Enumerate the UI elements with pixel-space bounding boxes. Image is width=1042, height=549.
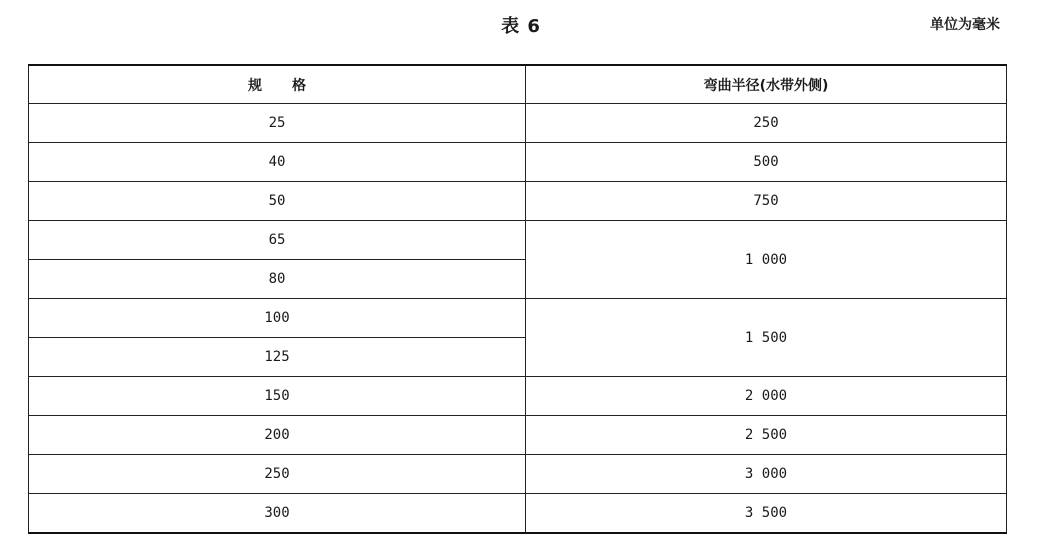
cell-radius: 2 500 bbox=[526, 416, 1007, 455]
table-header-row bbox=[29, 65, 1007, 104]
table-row bbox=[29, 221, 1007, 260]
table-row bbox=[29, 104, 1007, 143]
cell-radius: 3 500 bbox=[526, 494, 1007, 534]
cell-spec: 80 bbox=[29, 260, 526, 299]
cell-radius: 750 bbox=[526, 182, 1007, 221]
table-row bbox=[29, 455, 1007, 494]
cell-radius: 250 bbox=[526, 104, 1007, 143]
cell-spec: 200 bbox=[29, 416, 526, 455]
table-row bbox=[29, 182, 1007, 221]
table-row bbox=[29, 494, 1007, 534]
cell-radius: 500 bbox=[526, 143, 1007, 182]
cell-spec: 250 bbox=[29, 455, 526, 494]
cell-spec: 40 bbox=[29, 143, 526, 182]
cell-spec: 25 bbox=[29, 104, 526, 143]
spec-table bbox=[28, 64, 1007, 534]
cell-radius: 1 000 bbox=[526, 221, 1007, 299]
cell-radius: 2 000 bbox=[526, 377, 1007, 416]
header-spec-label: 规格 bbox=[248, 77, 336, 94]
unit-note: 单位为毫米 bbox=[930, 17, 1000, 33]
cell-spec: 65 bbox=[29, 221, 526, 260]
table-body bbox=[29, 104, 1007, 534]
cell-spec: 150 bbox=[29, 377, 526, 416]
header-radius: 弯曲半径(水带外侧) bbox=[526, 65, 1007, 104]
cell-radius: 1 500 bbox=[526, 299, 1007, 377]
table-caption: 表 6 bbox=[501, 16, 541, 37]
table-row bbox=[29, 377, 1007, 416]
header-spec bbox=[29, 65, 526, 104]
cell-spec: 100 bbox=[29, 299, 526, 338]
cell-spec: 300 bbox=[29, 494, 526, 534]
table-row bbox=[29, 416, 1007, 455]
table-row bbox=[29, 299, 1007, 338]
table-row bbox=[29, 143, 1007, 182]
cell-spec: 50 bbox=[29, 182, 526, 221]
cell-radius: 3 000 bbox=[526, 455, 1007, 494]
cell-spec: 125 bbox=[29, 338, 526, 377]
